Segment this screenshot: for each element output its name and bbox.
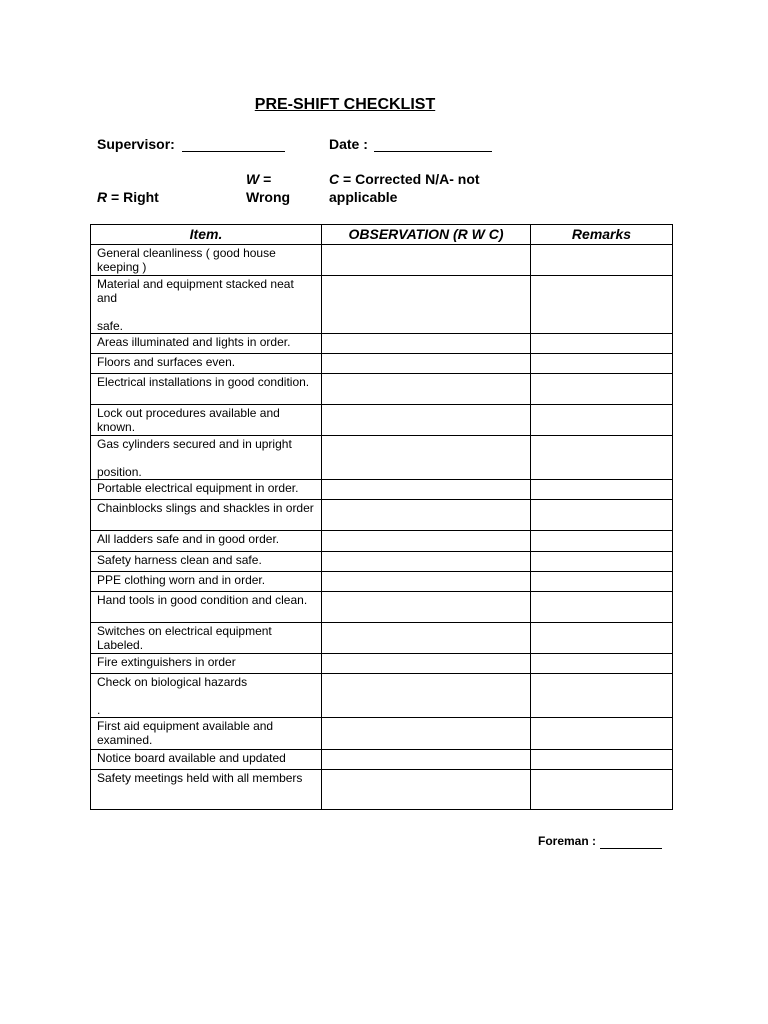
- observation-cell[interactable]: [322, 354, 531, 374]
- item-cell: Notice board available and updated: [91, 750, 322, 770]
- table-row: [91, 750, 673, 770]
- item-cell: Chainblocks slings and shackles in order: [91, 500, 322, 531]
- table-row: [91, 405, 673, 436]
- observation-cell[interactable]: [322, 674, 531, 718]
- item-cell: All ladders safe and in good order.: [91, 531, 322, 552]
- table-row: [91, 531, 673, 552]
- observation-cell[interactable]: [322, 500, 531, 531]
- header-observation: OBSERVATION (R W C): [322, 225, 531, 245]
- checklist-table: [90, 224, 673, 810]
- table-row: [91, 654, 673, 674]
- observation-cell[interactable]: [322, 276, 531, 334]
- remarks-cell[interactable]: [531, 480, 673, 500]
- table-row: [91, 552, 673, 572]
- remarks-cell[interactable]: [531, 500, 673, 531]
- table-row: [91, 245, 673, 276]
- item-cell: Portable electrical equipment in order.: [91, 480, 322, 500]
- observation-cell[interactable]: [322, 374, 531, 405]
- remarks-cell[interactable]: [531, 750, 673, 770]
- remarks-cell[interactable]: [531, 572, 673, 592]
- observation-cell[interactable]: [322, 750, 531, 770]
- table-row: [91, 500, 673, 531]
- item-cell: Switches on electrical equipment Labeled.: [91, 623, 322, 654]
- remarks-cell[interactable]: [531, 623, 673, 654]
- remarks-cell[interactable]: [531, 654, 673, 674]
- legend-right: R = Right: [97, 189, 159, 205]
- remarks-cell[interactable]: [531, 531, 673, 552]
- item-cell: First aid equipment available and examined.: [91, 718, 322, 750]
- item-cell: Lock out procedures available and known.: [91, 405, 322, 436]
- item-cell: Fire extinguishers in order: [91, 654, 322, 674]
- item-cell: Gas cylinders secured and in upright position.: [91, 436, 322, 480]
- legend-wrong: W = Wrong: [246, 171, 291, 205]
- observation-cell[interactable]: [322, 572, 531, 592]
- remarks-cell[interactable]: [531, 436, 673, 480]
- foreman-field[interactable]: [600, 848, 662, 849]
- item-cell: General cleanliness ( good house keeping ): [91, 245, 322, 276]
- observation-cell[interactable]: [322, 770, 531, 810]
- item-cell: Areas illuminated and lights in order.: [91, 334, 322, 354]
- date-label: Date :: [329, 136, 368, 152]
- table-row: [91, 436, 673, 480]
- item-cell: Hand tools in good condition and clean.: [91, 592, 322, 623]
- table-row: [91, 572, 673, 592]
- observation-cell[interactable]: [322, 552, 531, 572]
- observation-cell[interactable]: [322, 654, 531, 674]
- table-row: [91, 770, 673, 810]
- remarks-cell[interactable]: [531, 334, 673, 354]
- remarks-cell[interactable]: [531, 354, 673, 374]
- observation-cell[interactable]: [322, 245, 531, 276]
- remarks-cell[interactable]: [531, 276, 673, 334]
- supervisor-field[interactable]: [182, 151, 285, 152]
- remarks-cell[interactable]: [531, 674, 673, 718]
- item-cell: Electrical installations in good condition.: [91, 374, 322, 405]
- observation-cell[interactable]: [322, 334, 531, 354]
- table-row: [91, 718, 673, 750]
- legend-corrected: C = Corrected N/A- not applicable: [329, 171, 480, 205]
- remarks-cell[interactable]: [531, 245, 673, 276]
- observation-cell[interactable]: [322, 592, 531, 623]
- item-cell: Safety meetings held with all members: [91, 770, 322, 810]
- item-cell: Check on biological hazards .: [91, 674, 322, 718]
- table-header-row: [91, 225, 673, 245]
- observation-cell[interactable]: [322, 405, 531, 436]
- item-cell: Safety harness clean and safe.: [91, 552, 322, 572]
- item-cell: Material and equipment stacked neat and safe.: [91, 276, 322, 334]
- observation-cell[interactable]: [322, 531, 531, 552]
- observation-cell[interactable]: [322, 718, 531, 750]
- remarks-cell[interactable]: [531, 592, 673, 623]
- table-row: [91, 674, 673, 718]
- remarks-cell[interactable]: [531, 374, 673, 405]
- header-item: Item.: [91, 225, 322, 245]
- observation-cell[interactable]: [322, 436, 531, 480]
- remarks-cell[interactable]: [531, 770, 673, 810]
- supervisor-label: Supervisor:: [97, 136, 175, 152]
- date-field[interactable]: [374, 151, 492, 152]
- remarks-cell[interactable]: [531, 405, 673, 436]
- item-cell: PPE clothing worn and in order.: [91, 572, 322, 592]
- observation-cell[interactable]: [322, 623, 531, 654]
- table-row: [91, 592, 673, 623]
- remarks-cell[interactable]: [531, 552, 673, 572]
- table-row: [91, 374, 673, 405]
- table-row: [91, 354, 673, 374]
- table-row: [91, 334, 673, 354]
- header-remarks: Remarks: [531, 225, 673, 245]
- remarks-cell[interactable]: [531, 718, 673, 750]
- foreman-label: Foreman :: [538, 834, 597, 848]
- table-row: [91, 480, 673, 500]
- table-row: [91, 623, 673, 654]
- observation-cell[interactable]: [322, 480, 531, 500]
- item-cell: Floors and surfaces even.: [91, 354, 322, 374]
- table-row: [91, 276, 673, 334]
- page-title: PRE-SHIFT CHECKLIST: [254, 96, 436, 113]
